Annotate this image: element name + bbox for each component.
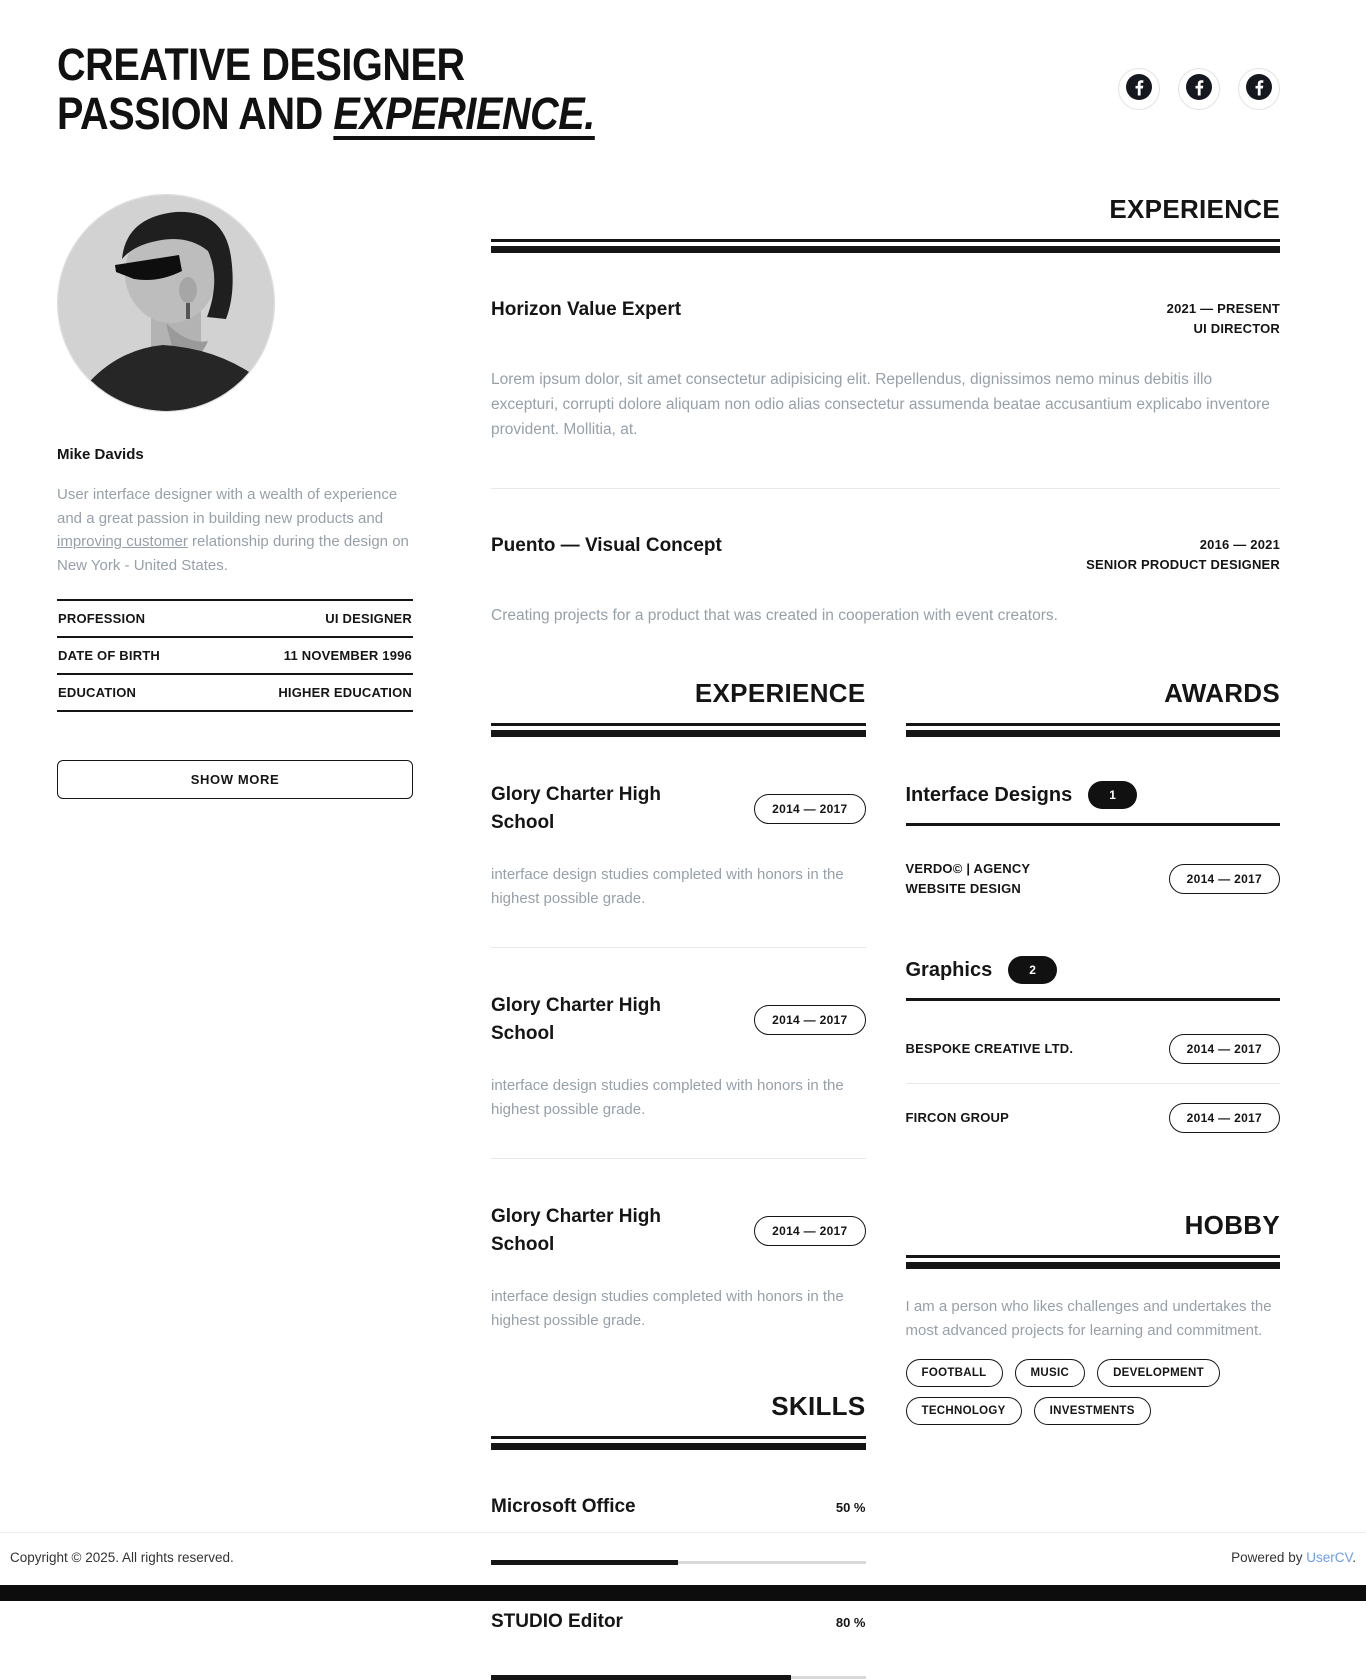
section-rule — [491, 723, 866, 737]
hobby-tag[interactable]: FOOTBALL — [906, 1359, 1003, 1387]
detail-value: 11 NOVEMBER 1996 — [283, 648, 412, 663]
award-name: VERDO© | AGENCY WEBSITE DESIGN — [905, 861, 1031, 896]
job-meta — [1167, 299, 1280, 339]
job-period: 2021 — PRESENT — [1166, 301, 1280, 316]
detail-row-education — [57, 673, 413, 712]
award-group-title: Graphics — [905, 958, 993, 981]
section-rule — [491, 239, 1280, 253]
divider — [491, 488, 1280, 489]
profile-name: Mike Davids — [57, 446, 144, 463]
education-entry — [491, 992, 866, 1122]
award-name: BESPOKE CREATIVE LTD. — [905, 1041, 1074, 1056]
facebook-link-2[interactable] — [1178, 68, 1220, 110]
header — [57, 40, 1280, 138]
profile-details — [57, 599, 413, 712]
bio-link[interactable]: improving customer — [57, 533, 188, 550]
award-entry — [906, 1084, 1281, 1152]
experience-heading: EXPERIENCE — [1109, 194, 1280, 224]
job-company: Puento — Visual Concept — [491, 535, 722, 556]
divider — [491, 1158, 866, 1159]
job-company: Horizon Value Expert — [491, 299, 682, 320]
education-heading: EXPERIENCE — [694, 678, 866, 708]
profile-sidebar — [57, 194, 413, 1680]
award-count-badge: 1 — [1088, 781, 1137, 809]
job-role: UI DIRECTOR — [1193, 321, 1280, 336]
education-school: Glory Charter High School — [491, 995, 661, 1044]
hobby-heading: HOBBY — [1184, 1210, 1280, 1240]
education-description: interface design studies completed with honors in the highest possible grade. — [491, 1077, 844, 1118]
detail-row-profession — [57, 599, 413, 636]
facebook-icon — [1126, 74, 1152, 105]
award-period-pill: 2014 — 2017 — [1169, 1034, 1280, 1064]
job-period: 2016 — 2021 — [1199, 537, 1280, 552]
hobby-tag[interactable]: DEVELOPMENT — [1097, 1359, 1220, 1387]
skill-percent: 50 % — [835, 1499, 866, 1515]
main-content — [491, 194, 1280, 1680]
skill-name: Microsoft Office — [491, 1496, 636, 1517]
hobby-tag[interactable]: TECHNOLOGY — [906, 1397, 1022, 1425]
facebook-icon — [1186, 74, 1212, 105]
detail-row-dob — [57, 636, 413, 673]
education-entry — [491, 1203, 866, 1333]
skill-entry — [491, 1611, 866, 1680]
award-rule — [906, 823, 1281, 826]
page-title — [57, 40, 668, 138]
copyright-text: Copyright © 2025. All rights reserved. — [10, 1550, 234, 1565]
job-description: Creating projects for a product that was created in cooperation with event creators. — [491, 607, 1058, 624]
social-links — [1118, 68, 1280, 110]
skills-heading: SKILLS — [771, 1391, 866, 1421]
skill-name: STUDIO Editor — [491, 1611, 623, 1632]
job-entry — [491, 299, 1280, 442]
job-meta — [1086, 535, 1280, 575]
divider — [491, 947, 866, 948]
award-entry — [906, 840, 1281, 918]
education-period-pill: 2014 — 2017 — [754, 1216, 865, 1246]
education-description: interface design studies completed with honors in the highest possible grade. — [491, 866, 844, 907]
bottom-bar — [0, 1585, 1366, 1601]
skill-percent: 80 % — [835, 1614, 866, 1630]
award-group — [906, 781, 1281, 918]
job-entry — [491, 535, 1280, 628]
powered-by: Powered by UserCV. — [1231, 1550, 1356, 1565]
detail-value: UI DESIGNER — [325, 611, 412, 626]
hobby-tags — [906, 1359, 1281, 1425]
awards-heading: AWARDS — [1164, 678, 1280, 708]
education-period-pill: 2014 — 2017 — [754, 794, 865, 824]
job-role: SENIOR PRODUCT DESIGNER — [1086, 557, 1280, 572]
education-skills-column — [491, 678, 866, 1680]
facebook-icon — [1246, 74, 1272, 105]
awards-section — [906, 678, 1281, 1152]
hobby-tag[interactable]: INVESTMENTS — [1034, 1397, 1151, 1425]
facebook-link-1[interactable] — [1118, 68, 1160, 110]
detail-value: HIGHER EDUCATION — [278, 685, 412, 700]
award-group — [906, 956, 1281, 1152]
education-description: interface design studies completed with honors in the highest possible grade. — [491, 1288, 844, 1329]
education-entry — [491, 781, 866, 911]
award-group-title: Interface Designs — [905, 783, 1073, 806]
detail-label: EDUCATION — [58, 685, 137, 700]
education-school: Glory Charter High School — [491, 784, 661, 833]
award-name: FIRCON GROUP — [905, 1110, 1010, 1125]
section-rule — [906, 723, 1281, 737]
section-rule — [906, 1255, 1281, 1269]
hobby-tag[interactable]: MUSIC — [1015, 1359, 1086, 1387]
education-section — [491, 678, 866, 1333]
skill-progress-fill — [491, 1675, 791, 1680]
footer — [0, 1532, 1366, 1601]
show-more-button[interactable]: SHOW MORE — [57, 760, 413, 799]
experience-section — [491, 194, 1280, 628]
award-entry — [906, 1015, 1281, 1083]
award-rule — [906, 998, 1281, 1001]
awards-hobby-column — [906, 678, 1281, 1680]
detail-label: DATE OF BIRTH — [58, 648, 161, 663]
education-school: Glory Charter High School — [491, 1206, 661, 1255]
award-period-pill: 2014 — 2017 — [1169, 1103, 1280, 1133]
profile-bio: User interface designer with a wealth of experience and a great passion in building new products and improving customer relationship during the design on New York - United States. — [57, 486, 409, 574]
hobby-description: I am a person who likes challenges and undertakes the most advanced projects for learning and commitment. — [905, 1298, 1272, 1339]
facebook-link-3[interactable] — [1238, 68, 1280, 110]
section-rule — [491, 1436, 866, 1450]
award-count-badge: 2 — [1008, 956, 1057, 984]
award-period-pill: 2014 — 2017 — [1169, 864, 1280, 894]
page-title-line2: PASSION AND EXPERIENCE. — [57, 88, 595, 139]
job-description: Lorem ipsum dolor, sit amet consectetur adipisicing elit. Repellendus, dignissimos nemo minus debitis illo excepturi, corrupti dolore aliquam non odio alias consectetur assumenda beatae accusantium explicabo inventore provident. Mollitia, at. — [491, 371, 1270, 438]
profile-photo — [58, 195, 274, 411]
detail-label: PROFESSION — [58, 611, 146, 626]
page-title-line1: CREATIVE DESIGNER — [57, 39, 465, 90]
avatar — [57, 194, 275, 412]
education-period-pill: 2014 — 2017 — [754, 1005, 865, 1035]
hobby-section — [906, 1210, 1281, 1425]
skill-progressbar — [491, 1675, 866, 1680]
page-title-emphasis: EXPERIENCE. — [333, 88, 595, 139]
usercv-link[interactable]: UserCV — [1306, 1550, 1353, 1565]
